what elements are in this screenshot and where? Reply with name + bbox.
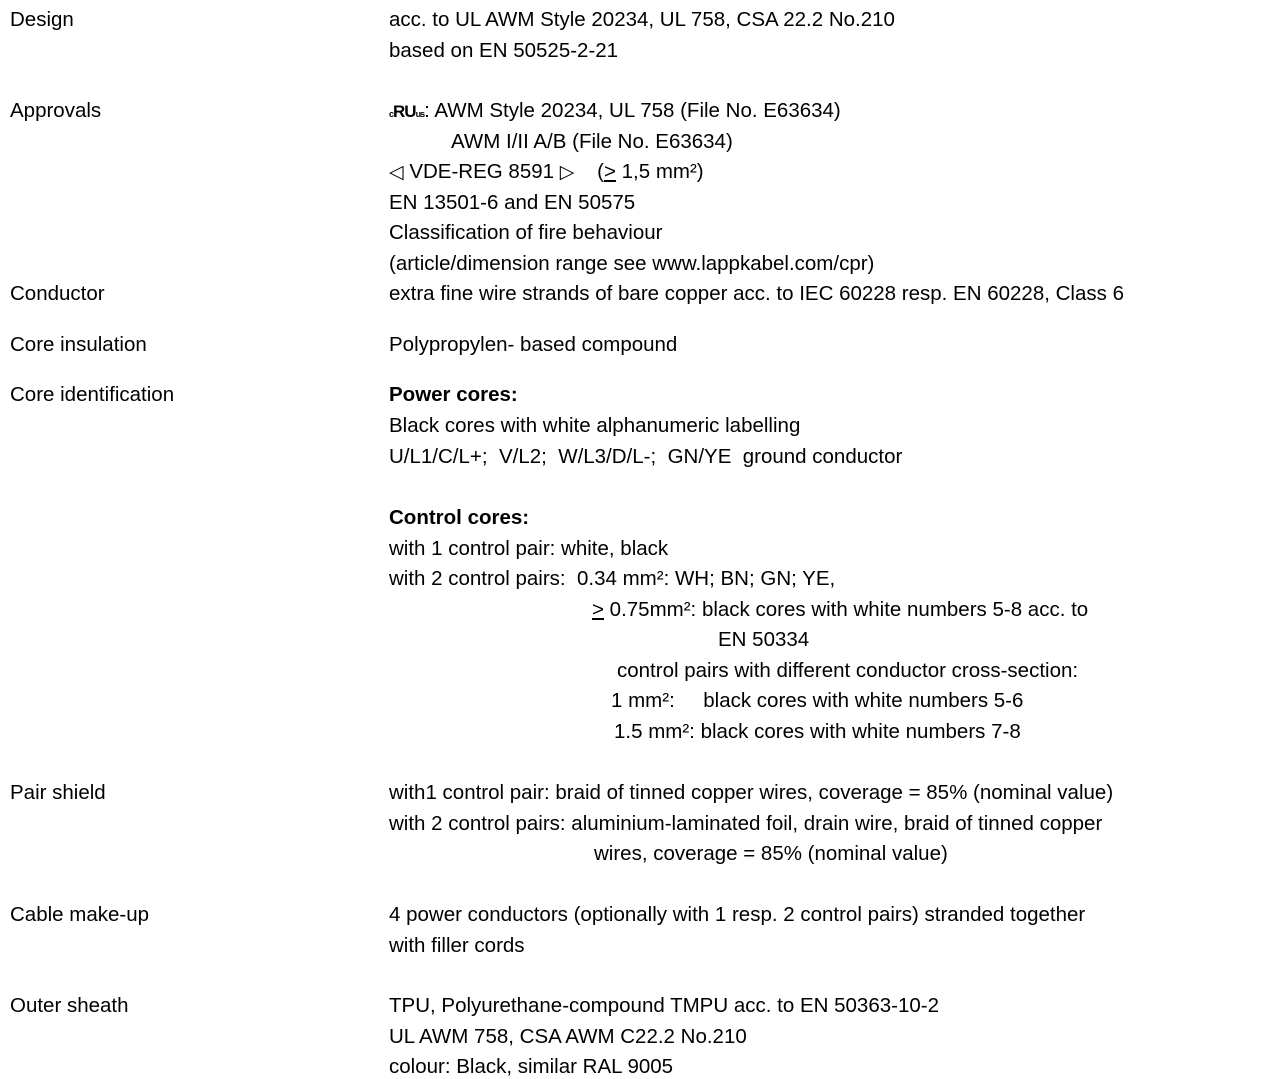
approvals-line-3: ◁ VDE-REG 8591 ▷ (> 1,5 mm²): [389, 160, 704, 183]
control-cores-line-3: > 0.75mm²: black cores with white numbers 5-8 acc. to: [592, 598, 1089, 621]
cable-makeup-line-1: 4 power conductors (optionally with 1 resp. 2 control pairs) stranded together: [389, 903, 1086, 926]
label-approvals: Approvals: [10, 99, 102, 122]
control-cores-line-5: control pairs with different conductor cross-section:: [617, 659, 1079, 682]
pair-shield-line-3: wires, coverage = 85% (nominal value): [594, 842, 948, 865]
core-insulation-text: Polypropylen- based compound: [389, 333, 678, 356]
triangle-right-icon: ▷: [559, 161, 575, 183]
outer-sheath-line-3: colour: Black, similar RAL 9005: [389, 1055, 674, 1078]
control-cores-heading: Control cores:: [389, 506, 530, 529]
power-cores-line-2: U/L1/C/L+; V/L2; W/L3/D/L-; GN/YE ground conductor: [389, 445, 903, 468]
conductor-text: extra fine wire strands of bare copper acc. to IEC 60228 resp. EN 60228, Class 6: [389, 282, 1124, 305]
label-cable-makeup: Cable make-up: [10, 903, 150, 926]
pair-shield-line-1: with1 control pair: braid of tinned copper wires, coverage = 85% (nominal value): [389, 781, 1114, 804]
control-cores-line-4: EN 50334: [718, 628, 810, 651]
control-cores-line-1: with 1 control pair: white, black: [389, 537, 669, 560]
cable-makeup-line-2: with filler cords: [389, 934, 525, 957]
approvals-line-2: AWM I/II A/B (File No. E63634): [451, 130, 733, 153]
approvals-line-4: EN 13501-6 and EN 50575: [389, 191, 636, 214]
outer-sheath-line-1: TPU, Polyurethane-compound TMPU acc. to EN 50363-10-2: [389, 994, 939, 1017]
approvals-line-1: cRUus: AWM Style 20234, UL 758 (File No. E63634): [389, 99, 841, 126]
approvals-line-6: (article/dimension range see www.lappkabel.com/cpr): [389, 252, 875, 275]
ul-recognized-mark: cRUus: [389, 102, 425, 121]
label-outer-sheath: Outer sheath: [10, 994, 129, 1017]
control-cores-line-2: with 2 control pairs: 0.34 mm²: WH; BN; GN; YE,: [389, 567, 836, 590]
power-cores-line-1: Black cores with white alphanumeric labelling: [389, 414, 801, 437]
label-pair-shield: Pair shield: [10, 781, 106, 804]
power-cores-heading: Power cores:: [389, 383, 518, 406]
label-core-identification: Core identification: [10, 383, 175, 406]
triangle-left-icon: ◁: [389, 161, 404, 183]
label-core-insulation: Core insulation: [10, 333, 147, 356]
design-line-1: acc. to UL AWM Style 20234, UL 758, CSA 22.2 No.210: [389, 8, 895, 31]
label-design: Design: [10, 8, 74, 31]
label-conductor: Conductor: [10, 282, 105, 305]
pair-shield-line-2: with 2 control pairs: aluminium-laminated foil, drain wire, braid of tinned copper: [389, 812, 1103, 835]
control-cores-line-6: 1 mm²: black cores with white numbers 5-6: [611, 689, 1024, 712]
design-line-2: based on EN 50525-2-21: [389, 39, 619, 62]
approvals-line-5: Classification of fire behaviour: [389, 221, 663, 244]
control-cores-line-7: 1.5 mm²: black cores with white numbers 7-8: [614, 720, 1021, 743]
outer-sheath-line-2: UL AWM 758, CSA AWM C22.2 No.210: [389, 1025, 747, 1048]
